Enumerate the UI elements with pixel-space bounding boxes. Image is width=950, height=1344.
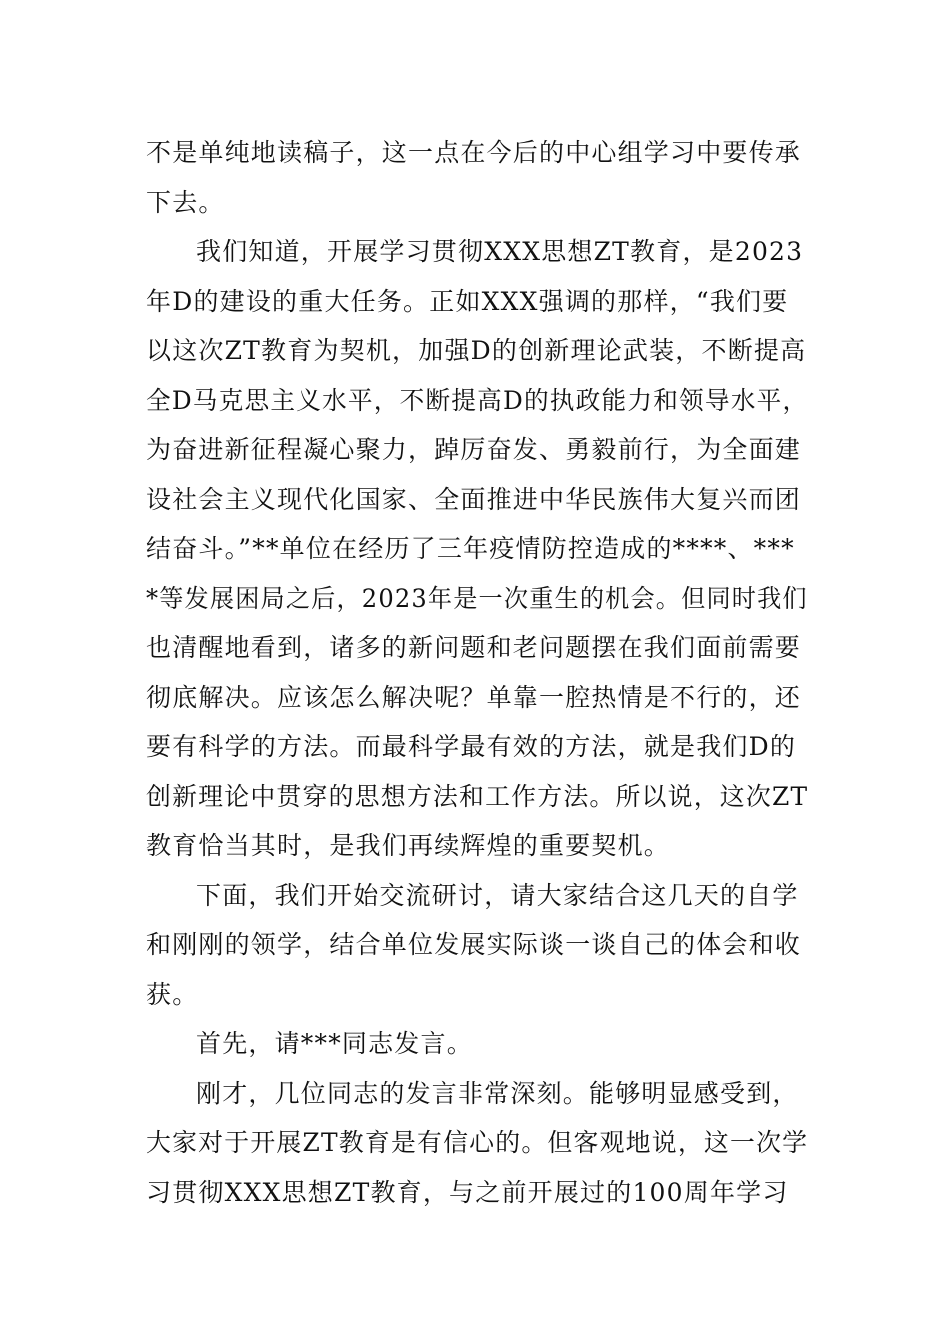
text-line: 大家对于开展ZT教育是有信心的。但客观地说，这一次学 xyxy=(146,1128,809,1157)
text-line: 和刚刚的领学，结合单位发展实际谈一谈自己的体会和收 xyxy=(146,930,802,959)
text-line: 教育恰当其时，是我们再续辉煌的重要契机。 xyxy=(146,831,671,860)
text-line: 创新理论中贯穿的思想方法和工作方法。所以说，这次ZT xyxy=(146,781,809,811)
text-line: 习贯彻XXX思想ZT教育，与之前开展过的100周年学习 xyxy=(146,1177,789,1207)
text-line: 全D马克思主义水平，不断提高D的执政能力和领导水平， xyxy=(146,385,809,415)
text-line: 结奋斗。”**单位在经历了三年疫情防控造成的****、*** xyxy=(146,534,795,563)
text-line: 下面，我们开始交流研讨，请大家结合这几天的自学 xyxy=(196,880,799,910)
text-line: 彻底解决。应该怎么解决呢？单靠一腔热情是不行的，还 xyxy=(146,682,802,712)
text-line: 刚才，几位同志的发言非常深刻。能够明显感受到， xyxy=(196,1078,799,1108)
text-line: 也清醒地看到，诸多的新问题和老问题摆在我们面前需要 xyxy=(146,633,802,662)
text-line: 获。 xyxy=(146,979,199,1009)
text-line: 下去。 xyxy=(146,187,225,217)
text-line: 设社会主义现代化国家、全面推进中华民族伟大复兴而团 xyxy=(146,484,802,514)
text-line: 要有科学的方法。而最科学最有效的方法，就是我们D的 xyxy=(146,732,797,761)
text-line: *等发展困局之后，2023年是一次重生的机会。但同时我们 xyxy=(146,583,808,613)
body-text xyxy=(146,128,809,1217)
text-line: 以这次ZT教育为契机，加强D的创新理论武装，不断提高 xyxy=(146,336,807,365)
text-line: 我们知道，开展学习贯彻XXX思想ZT教育，是2023 xyxy=(196,237,804,266)
text-line: 首先，请***同志发言。 xyxy=(196,1029,473,1058)
text-line: 为奋进新征程凝心聚力，踔厉奋发、勇毅前行，为全面建 xyxy=(146,435,802,464)
text-line: 年D的建设的重大任务。正如XXX强调的那样，“我们要 xyxy=(146,286,789,316)
text-line: 不是单纯地读稿子，这一点在今后的中心组学习中要传承 xyxy=(146,138,802,167)
